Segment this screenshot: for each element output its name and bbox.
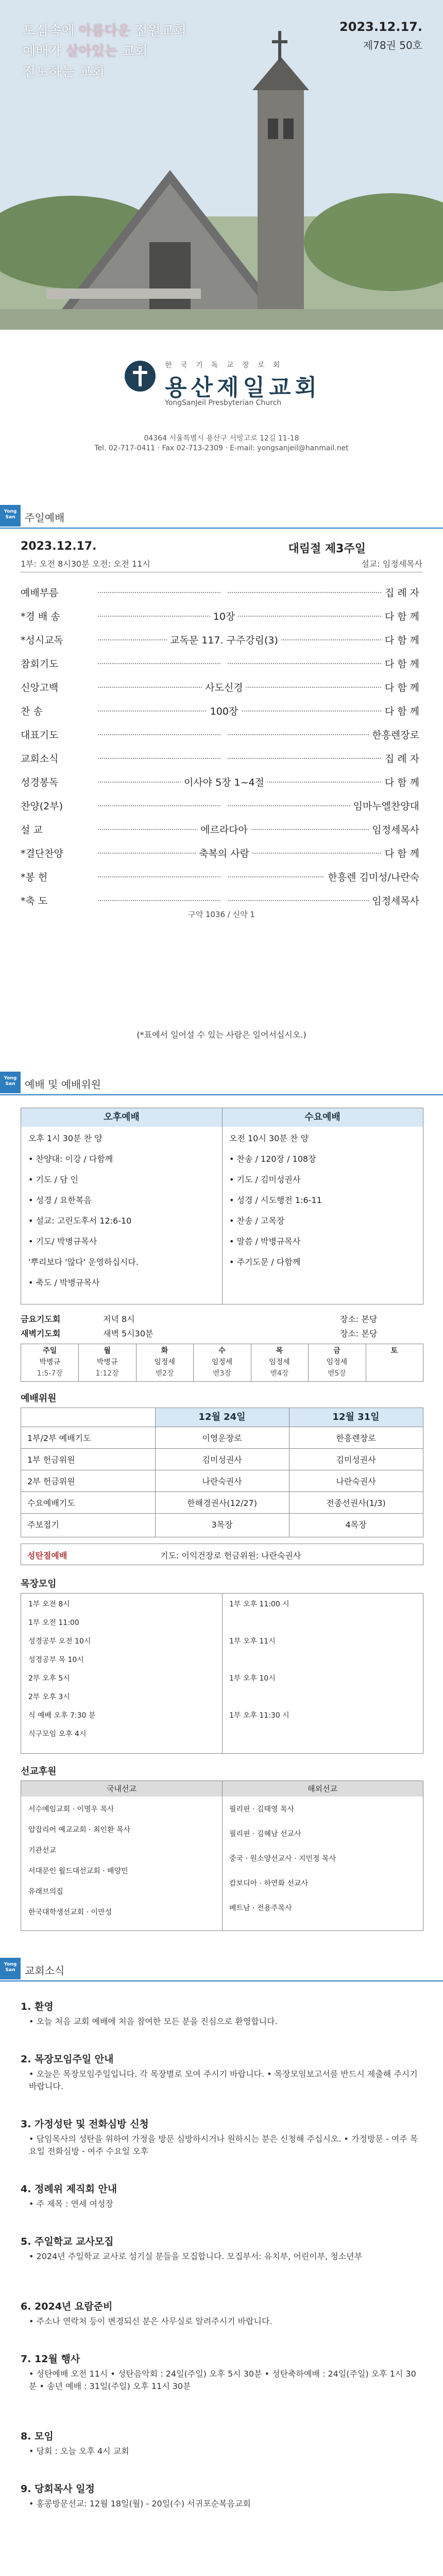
servants-col1: 12월 24일 [155, 1408, 289, 1427]
order-row [21, 633, 422, 648]
mission-overseas-item: 필리핀 · 김혜남 선교사 [229, 1830, 301, 1838]
preacher-scripture: 벧4장 [270, 1369, 289, 1378]
servant-week2: 전종선권사(1/3) [326, 1498, 386, 1508]
preacher-name: 박병규 [96, 1358, 118, 1366]
preacher-day: 화 [161, 1347, 168, 1355]
order-item-detail [98, 585, 350, 597]
group-row: 식 예배 오후 7:30 분 [28, 1711, 96, 1720]
friday-place: 장소: 본당 [340, 1314, 378, 1324]
order-item-leader-text: 임마누엘찬양대 [350, 801, 422, 812]
friday-label: 금요기도회 [21, 1314, 61, 1324]
order-row [21, 609, 422, 624]
order-item-detail [98, 704, 350, 718]
order-item-detail-text [221, 727, 227, 739]
news-item-text: • 홍콩방문선교: 12월 18일(월) - 20일(수) 서귀포순복음교회 [29, 2499, 251, 2509]
order-item-leader-text: 다 함 께 [382, 635, 422, 646]
news-item-text: • 주 제목 : 연세 여성장 [29, 2199, 113, 2209]
meetings-table [21, 1108, 423, 1304]
news-item-heading: 9. 당회목사 일정 [21, 2483, 95, 2495]
wed-worship-head: 수요예배 [222, 1108, 423, 1127]
dawn-label: 새벽기도회 [21, 1329, 61, 1338]
church-logo-area [0, 330, 443, 495]
order-item-detail-text [221, 893, 227, 905]
order-item-leader [369, 822, 422, 836]
group-row: 1부 오전 11:00 [28, 1619, 79, 1627]
preacher-day: 수 [218, 1347, 226, 1355]
order-item-detail [98, 893, 350, 905]
news-item-heading: 1. 환영 [21, 2001, 54, 2012]
news-item-text: • 당회 : 오늘 오후 4시 교회 [29, 2446, 129, 2456]
wed-worship-row: • 말씀 / 박병규목사 [229, 1236, 301, 1246]
order-item-label: *경 배 송 [21, 611, 60, 622]
worship-date: 2023.12.17. [21, 540, 97, 553]
servant-week1: 나란숙권사 [202, 1477, 242, 1486]
order-item-detail [98, 727, 350, 739]
order-item-leader [382, 846, 422, 860]
dawn-preacher-table [21, 1344, 423, 1382]
church-emblem-icon [124, 360, 157, 393]
servant-week1: 한해경권사(12/27) [187, 1498, 257, 1508]
mission-domestic-item: 기관선교 [28, 1846, 57, 1855]
group-row: 1부 오전 8시 [28, 1600, 70, 1608]
servant-week2: 김미성권사 [336, 1455, 376, 1465]
order-item-detail [98, 633, 350, 647]
order-item-detail-text [221, 585, 227, 597]
order-item-leader-text: 다 함 께 [382, 682, 422, 693]
order-item-detail-text [221, 799, 227, 810]
news-item-text: • 2024년 주일학교 교사로 섬기실 분들을 모집합니다. 모집부서: 유치부, 어린이부, 청소년부 [29, 2251, 363, 2261]
sermon-scripture: 구약 1036 / 신약 1 [188, 910, 255, 919]
preacher-day: 금 [333, 1347, 340, 1355]
news-item-text: • 성탄예배 오전 11시 • 성탄음악회 : 24일(주일) 오후 5시 30분 • 성탄축하예배 : 24일(주일) 오후 1시 30분 • 송년 예배 : 31일(주일) 오후 11시 30분 [29, 2369, 416, 2391]
order-row [21, 656, 422, 672]
order-item-leader [382, 704, 422, 718]
dawn-place: 장소: 본당 [340, 1329, 378, 1338]
group-row: 2부 오후 5시 [28, 1674, 70, 1683]
order-item-label: *결단찬양 [21, 848, 63, 859]
order-row [21, 846, 422, 861]
order-item-detail [98, 822, 350, 836]
groups-table [21, 1593, 423, 1754]
news-item-text: • 오늘은 목장모임주일입니다. 각 목장별로 모여 주시기 바랍니다. • 목장모임보고서를 반드시 제출해 주시기 바랍니다. [29, 2069, 418, 2091]
group-row-right: 1부 오후 11:00 시 [229, 1600, 289, 1608]
section-chip-icon: Yong San [0, 1958, 21, 1979]
preacher-scripture: 1:5-7장 [37, 1369, 63, 1378]
news-item-heading: 3. 가정성탄 및 전화심방 신청 [21, 2119, 149, 2130]
divider [193, 1344, 194, 1381]
standing-note: (*표에서 일어설 수 있는 사람은 일어서십시오.) [137, 1030, 306, 1040]
servants-col2: 12월 31일 [289, 1408, 423, 1427]
servant-week1: 이영운장로 [202, 1433, 242, 1443]
order-row [21, 870, 422, 885]
friday-time: 저녁 8시 [103, 1314, 135, 1324]
pm-worship-row: • 기도/ 박병규목사 [28, 1236, 97, 1246]
group-row-right: 1부 오후 11시 [229, 1637, 276, 1646]
servant-role: 1부/2부 예배기도 [27, 1433, 91, 1443]
order-item-label: 설 교 [21, 824, 43, 836]
servant-role: 주보접기 [27, 1520, 59, 1530]
section-chip-icon: Yong San [0, 505, 21, 527]
order-row [21, 751, 422, 767]
order-item-detail-text: 100장 [207, 706, 242, 717]
order-row [21, 704, 422, 719]
order-row [21, 775, 422, 790]
order-item-label: 참회기도 [21, 658, 59, 670]
order-row [21, 799, 422, 814]
news-section-header [0, 1958, 443, 1979]
church-contact: Tel. 02-717-0411 · Fax 02-713-2309 · E-mail: yongsanjeil@hanmail.net [94, 444, 349, 452]
cover [0, 0, 443, 495]
preacher-day: 월 [104, 1347, 111, 1355]
divider [136, 1344, 137, 1381]
meetings-section-header [0, 1072, 443, 1093]
order-item-leader [369, 727, 422, 741]
order-item-detail-text: 교독문 117. 구주강림(3) [167, 635, 281, 646]
servant-week1: 3목장 [211, 1520, 233, 1530]
order-item-leader-text: 한흥렌 김미성/나란숙 [325, 872, 422, 883]
order-row [21, 585, 422, 601]
order-item-leader [382, 633, 422, 647]
pm-worship-row: • 찬양대: 이강 / 다함께 [28, 1154, 113, 1164]
section-chip-icon: Yong San [0, 1072, 21, 1093]
order-item-detail [98, 609, 350, 623]
order-item-leader [325, 870, 422, 884]
order-item-leader-text: 집 례 자 [382, 587, 422, 599]
group-row-right: 1부 오후 11:30 시 [229, 1711, 289, 1720]
order-item-detail-text: 축복의 사람 [196, 848, 252, 859]
pm-worship-head: 오후예배 [21, 1108, 222, 1127]
order-item-detail [98, 680, 350, 694]
preacher-scripture: 벧5장 [327, 1369, 346, 1378]
wed-worship-row: • 찬송 / 고목장 [229, 1216, 285, 1226]
pm-worship-row: 오후 1시 30분 찬 양 [28, 1133, 103, 1143]
order-item-label: 예배부름 [21, 587, 59, 599]
divider [308, 1344, 309, 1381]
order-item-leader [382, 585, 422, 599]
mission-domestic-item: 한국대학생선교회 · 이만성 [28, 1908, 112, 1917]
order-item-detail [98, 751, 350, 762]
section-title: 교회소식 [25, 1964, 65, 1977]
divider [21, 1513, 423, 1514]
order-item-label: 교회소식 [21, 753, 59, 765]
order-item-label: *성시교독 [21, 635, 63, 646]
wed-worship-row: • 성경 / 시도행전 1:6-11 [229, 1195, 322, 1205]
mission-domestic-item: 서수예임교회 · 이명우 목사 [28, 1805, 114, 1814]
news-item-text: • 오늘 처음 교회 예배에 처음 참여한 모든 분을 진심으로 환영합니다. [29, 2016, 278, 2026]
worship-time: 1부: 오전 8시30분 오전: 오전 11시 [21, 559, 150, 569]
dawn-time: 새벽 5시30분 [103, 1329, 154, 1338]
news-item-heading: 4. 정례위 제직회 안내 [21, 2183, 117, 2195]
preacher-scripture: 벧3장 [213, 1369, 231, 1378]
news-item-text: • 주소나 연락처 등이 변경되신 분은 사무실로 알려주시기 바랍니다. [29, 2316, 272, 2326]
group-row: 성경공부 오전 10시 [28, 1637, 91, 1646]
mission-domestic-item: 유래브의집 [28, 1888, 63, 1896]
order-item-leader-text: 다 함 께 [382, 848, 422, 859]
servants-table [21, 1408, 423, 1537]
order-item-label: 찬양(2부) [21, 801, 63, 812]
servant-role: 수요예배기도 [27, 1498, 75, 1508]
mission-overseas-item: 베트남 · 전용주목사 [229, 1904, 292, 1912]
order-item-leader-text: 임정세목사 [369, 824, 422, 836]
preacher-name: 임정세 [326, 1358, 348, 1366]
preacher-name: 임정세 [154, 1358, 175, 1366]
wed-worship-row: • 찬송 / 120장 / 108장 [229, 1154, 316, 1164]
preacher-name: 박병규 [39, 1358, 60, 1366]
wed-worship-row: • 기도 / 김미성권사 [229, 1175, 301, 1184]
servant-week2: 한흥렌장로 [336, 1433, 376, 1443]
wed-worship-row: 오전 10시 30분 찬 양 [229, 1133, 309, 1143]
preacher-name: 임정세 [269, 1358, 290, 1366]
order-item-leader [382, 751, 422, 765]
order-row [21, 822, 422, 838]
mission-overseas-item: 중국 · 원소양선교사 · 지민정 목사 [229, 1855, 336, 1863]
pm-worship-row: • 기도 / 담 인 [28, 1175, 78, 1184]
mission-domestic-item: 얍잡리어 예교교회 · 최인환 목사 [28, 1826, 131, 1834]
news-item-heading: 5. 주일학교 교사모집 [21, 2236, 114, 2247]
bulletin-date: 2023.12.17. [339, 20, 422, 34]
news-item-text: • 담임목사의 성탄을 위하여 가정을 방문 심방하시거나 원하시는 분은 신청해 주십시오. • 가정방문 - 여주 목요일 전화심방 - 여주 수요일 오후 [29, 2134, 418, 2156]
worship-section-header [0, 505, 443, 527]
news-item-heading: 8. 모임 [21, 2431, 54, 2442]
preacher-name: 임정세 [211, 1358, 233, 1366]
church-name: 용산제일교회 [165, 375, 321, 401]
group-row-right: 1부 오후 10시 [229, 1674, 276, 1683]
preacher-day: 토 [390, 1347, 398, 1355]
order-item-leader-text: 임정세목사 [369, 895, 422, 907]
group-row: 식구모임 오후 4시 [28, 1730, 87, 1738]
servant-role: 2부 헌금위원 [27, 1477, 75, 1486]
mission-head: 선교후원 [21, 1766, 57, 1777]
order-item-leader-text: 다 함 께 [382, 706, 422, 717]
order-item-detail-text: 에르라다아 [197, 824, 251, 836]
mission-table [21, 1781, 423, 1931]
order-item-leader [382, 609, 422, 623]
order-item-detail [98, 775, 350, 789]
order-item-leader-text: 다 함 께 [382, 658, 422, 670]
divider [78, 1344, 79, 1381]
order-item-detail [98, 799, 350, 810]
order-item-leader [369, 893, 422, 907]
servants-head: 예배위원 [21, 1393, 57, 1404]
preacher-scripture: 1:12장 [95, 1369, 119, 1378]
order-row [21, 893, 422, 909]
worship-preacher: 설교: 임정세목사 [361, 559, 422, 569]
order-item-label: *봉 헌 [21, 872, 48, 883]
news-item-heading: 7. 12월 행사 [21, 2353, 80, 2365]
church-name-english: YongSanJeil Presbyterian Church [165, 399, 282, 407]
order-item-detail-text [221, 656, 227, 668]
servant-week2: 나란숙권사 [336, 1477, 376, 1486]
overseas-head: 해외선교 [222, 1781, 423, 1797]
pm-worship-row: '뿌리보다 '않다' 운영하십시다. [28, 1257, 139, 1267]
order-item-label: *축 도 [21, 895, 48, 907]
order-item-leader [382, 775, 422, 789]
servant-week1: 김미성권사 [202, 1455, 242, 1465]
mission-domestic-item: 서대문인 월드대선교회 · 배양민 [28, 1867, 128, 1875]
preacher-day: 주일 [43, 1347, 57, 1355]
slogan: 도심속에 아름다운 전원교회 예배가 살아있는 교회 전도하는 교회 [23, 23, 186, 80]
domestic-head: 국내선교 [21, 1781, 222, 1797]
order-item-label: 신앙고백 [21, 682, 59, 693]
servant-week2: 4목장 [345, 1520, 367, 1530]
order-item-leader [350, 799, 422, 812]
news-item-heading: 2. 목장모임주일 안내 [21, 2054, 114, 2065]
order-item-detail [98, 656, 350, 668]
pm-worship-row: • 축도 / 박병규목사 [28, 1278, 100, 1287]
section-title: 예배 및 예배위원 [25, 1078, 101, 1091]
preacher-scripture: 벧2장 [155, 1369, 174, 1378]
pm-worship-row: • 설교: 고린도후서 12:6-10 [28, 1216, 132, 1226]
christmas-label: 성탄절예배 [27, 1551, 67, 1561]
order-item-leader [382, 656, 422, 670]
order-item-detail [98, 870, 350, 881]
order-row [21, 680, 422, 696]
denomination: 한 국 기 독 교 장 로 회 [165, 361, 283, 369]
news-item-heading: 6. 2024년 요람준비 [21, 2301, 113, 2312]
order-item-label: 찬 송 [21, 706, 43, 717]
order-item-label: 성경봉독 [21, 777, 59, 788]
worship-title: 대림절 제3주일 [288, 543, 366, 555]
wed-worship-row: • 주기도문 / 다함께 [229, 1257, 301, 1267]
order-row [21, 727, 422, 743]
order-item-label: 대표기도 [21, 730, 59, 741]
order-item-detail-text: 이사야 5장 1~4절 [181, 777, 267, 788]
pm-worship-row: • 성경 / 요한복음 [28, 1195, 92, 1205]
order-item-leader-text: 집 례 자 [382, 753, 422, 765]
christmas-worship-row [21, 1544, 423, 1565]
order-item-leader-text: 다 함 께 [382, 777, 422, 788]
christmas-value: 기도: 이익건장로 헌금위원: 나란숙권사 [160, 1551, 301, 1561]
bulletin-issue: 제78권 50호 [363, 39, 422, 52]
divider [21, 1448, 423, 1449]
groups-head: 목장모임 [21, 1579, 57, 1589]
mission-overseas-item: 필리핀 · 김태영 목사 [229, 1805, 294, 1814]
preacher-day: 목 [276, 1347, 283, 1355]
servant-role: 1부 헌금위원 [27, 1455, 75, 1465]
order-item-detail-text: 10장 [210, 611, 238, 622]
mission-overseas-item: 캄보디아 · 하연화 선교사 [229, 1879, 309, 1888]
order-item-detail [98, 846, 350, 860]
order-item-detail-text [221, 751, 227, 762]
order-item-detail-text: 사도신경 [202, 682, 246, 693]
order-item-leader-text: 다 함 께 [382, 611, 422, 622]
order-item-detail-text [221, 870, 227, 881]
section-title: 주일예배 [25, 512, 65, 524]
group-row: 2부 오후 3시 [28, 1693, 70, 1701]
group-row: 성경공부 목 10시 [28, 1656, 84, 1664]
order-item-leader-text: 한흥렌장로 [369, 730, 422, 741]
order-item-leader [382, 680, 422, 694]
church-address: 04364 서울특별시 용산구 서빙고로 12길 11-18 [144, 434, 299, 443]
